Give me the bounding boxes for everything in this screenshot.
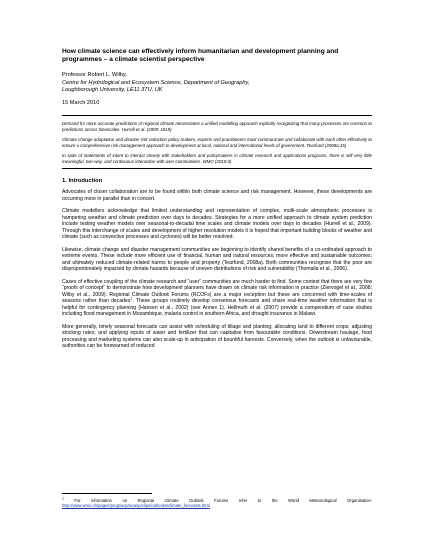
- body-paragraph: More generally, timely seasonal forecasts can assist with scheduling of tillage and planting; allocating land to different crops; adjusting stocking rates; and applying inputs of water and fertilizer that can capitalise from favourable conditions. Downstream haulage, food processing and marketing systems can also scale-up in anticipation of bountiful harvests. Conversely, when the outlook is unfavourable, authorities can be forewarned of reduced: [62, 323, 372, 350]
- footnote-reference[interactable]: 1: [130, 296, 133, 301]
- footnote-marker: 1: [62, 496, 64, 501]
- document-date: 15 March 2010: [62, 100, 100, 107]
- paragraph-text: . These groups routinely develop consensus forecasts and share real-time weather information that is helpful for contingency planning (Hansen et al., 2002) (see Annex 1). Hellmuth et al. (2007) provide a compendium of case studies including flood management in Mozambique, malaria control in southern Africa, and drought insurance in Malawi.: [62, 298, 372, 318]
- epigraph-quote: In spite of statements of intent to interact closely with stakeholders and policymakers in climate research and applications programs, there is still very little meaningful, two-way, and continuous interaction with user communities. WMO (2010:4): [62, 153, 372, 164]
- document-page: [62, 48, 372, 356]
- body-paragraph: Likewise, climate change and disaster management communities are beginning to identify shared benefits of a co-ordinated approach to extreme events. These include more efficient use of financial, human and natural resources; more effective and sustainable outcomes; and ultimately reduced climate-related harms to people and property (Tearfund, 2008a). Both communities recognise that the poor are disproportionately impacted by climate hazards because of uneven distributions of risk and vulnerability (Thomalla et al., 2006).: [62, 246, 372, 273]
- paragraph-text: Cases of effective coupling of the climate research and “user” communities are much harder to find. Some contest that there are very few “proofs of concept” to demonstrate how development planners have drawn on climate risk information in practice (Ziervogel et al., 2008; Wilby et al., 2009). Regional Climate Outlook Forums (RCOFs) are a major exception but these are concerned with time-scales of seasons rather than decades: [62, 278, 372, 305]
- footnote: [62, 498, 372, 509]
- footnote-divider: [62, 493, 152, 494]
- author-affiliation-1: Centre for Hydrological and Ecosystem Science, Department of Geography,: [62, 79, 250, 86]
- body-paragraph: Advocates of closer collaboration are to be found within both climate science and risk management. However, these developments are occurring more in parallel than in concert.: [62, 189, 372, 202]
- body-paragraph: Climate modellers acknowledge that limited understanding and representation of complex, multi-scale atmospheric processes is hampering weather and climate prediction over days to decades. Strategies for a more unified approach to climate system prediction include testing weather models over seasonal-to-decadal time scales and climate models over days to decades (Hurrell et al., 2009). Through this interchange of scales and development of higher resolution models it is hoped that important building blocks of weather and climate (such as convective processes and cyclones) will be better resolved.: [62, 208, 372, 241]
- section-heading: 1. Introduction: [62, 178, 103, 185]
- document-title: How climate science can effectively inform humanitarian and development planning and programmes – a climate scientist perspective: [62, 48, 339, 64]
- body-paragraph: [62, 279, 372, 318]
- epigraph-quote: Demand for more accurate predictions of regional climate necessitates a unified modelling approach explicitly recognizing that many processes are common to predictions across timescales. Hurrell et al. (2009: 1819): [62, 121, 372, 132]
- author-affiliation-2: Loughborough University, LE11 3TU, UK: [62, 86, 163, 93]
- epigraph-box: [62, 115, 372, 169]
- footnote-text: For information on Regional Climate Outlook Forums refer to the World Meteorological Organisation:: [63, 498, 372, 503]
- epigraph-quote: Climate change adaptation and disaster risk reduction policy makers, experts and practitioners must communicate and collaborate with each other effectively to ensure a comprehensive risk management approach to development at local, national and international levels of government. Tearfund (2008a:15): [62, 137, 372, 148]
- author-name: Professor Robert L. Wilby,: [62, 72, 127, 79]
- footnote-link[interactable]: http://www.wmo.ch/pages/prog/wcp/wcasp/clips/outlooks/climate_forecasts.html: [62, 503, 210, 509]
